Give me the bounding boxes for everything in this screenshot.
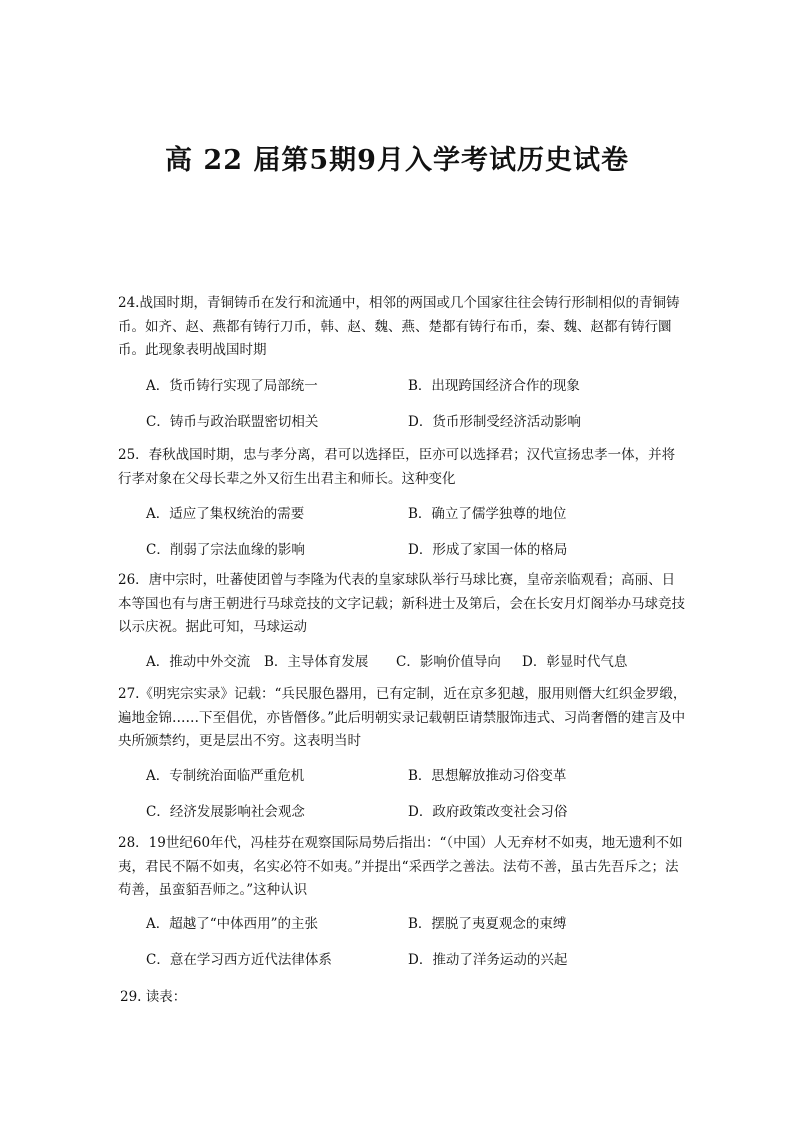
option-c: C．意在学习西方近代法律体系 (146, 952, 332, 968)
option-a: A．货币铸行实现了局部统一 (146, 378, 318, 394)
option-c: C．经济发展影响社会观念 (146, 804, 305, 820)
question-25 (118, 444, 688, 491)
option-c: C．削弱了宗法血缘的影响 (146, 542, 305, 558)
question-stem: 28．19世纪60年代，冯桂芬在观察国际局势后指出：“（中国）人无弃材不如夷，地无遗利不如夷，君民不隔不如夷，名实必符不如夷。”并提出“采西学之善法。法苟不善，虽古先吾斥之；法苟善，虽蛮貊吾师之。”这种认识 (118, 835, 683, 898)
option-a: A．适应了集权统治的需要 (146, 506, 305, 522)
option-d: D．货币形制受经济活动影响 (408, 414, 581, 430)
question-27 (118, 683, 688, 754)
page-title: 高 22 届第5期9月入学考试历史试卷 (165, 145, 629, 176)
option-d: D．推动了洋务运动的兴起 (408, 952, 568, 968)
question-26-options (146, 650, 627, 670)
option-d: D．形成了家国一体的格局 (408, 542, 568, 558)
option-b: B．摆脱了夷夏观念的束缚 (408, 916, 567, 932)
question-stem: 25．春秋战国时期，忠与孝分离，君可以选择臣，臣亦可以选择君；汉代宣扬忠孝一体，并将行孝对象在父母长辈之外又衍生出君主和师长。这种变化 (118, 447, 676, 487)
option-c: C．影响价值导向 (396, 654, 501, 670)
option-c: C．铸币与政治联盟密切相关 (146, 414, 319, 430)
question-stem: 26．唐中宗时，吐蕃使团曾与李隆为代表的皇家球队举行马球比赛，皇帝亲临观看；高丽、日本等国也有与唐王朝进行马球竞技的文字记载；新科进士及第后，会在长安月灯阁举办马球竞技以示庆祝。据此可知，马球运动 (118, 572, 685, 635)
option-b: B．思想解放推动习俗变革 (408, 768, 567, 784)
option-d: D．彰显时代气息 (522, 654, 628, 670)
question-28 (118, 832, 688, 903)
question-26 (118, 569, 688, 640)
option-b: B．确立了儒学独尊的地位 (408, 506, 567, 522)
question-29-label: 29. 读表： (120, 989, 187, 1005)
option-b: B．主导体育发展 (264, 654, 369, 670)
question-stem: 24.战国时期，青铜铸币在发行和流通中，相邻的两国或几个国家往往会铸行形制相似的青铜铸币。如齐、赵、燕都有铸行刀币，韩、赵、魏、燕、楚都有铸行布币，秦、魏、赵都有铸行圜币。此现象表明战国时期 (118, 295, 680, 358)
option-d: D．政府政策改变社会习俗 (408, 804, 568, 820)
question-stem: 27.《明宪宗实录》记载：“兵民服色器用，已有定制，近在京多犯越，服用则僭大红织金罗缎，遍地金锦……下至倡优，亦皆僭侈。”此后明朝实录记载朝臣请禁服饰违式、习尚奢僭的建言及中央所颁禁约，更是层出不穷。这表明当时 (118, 686, 687, 749)
option-a: A．推动中外交流 (146, 654, 251, 670)
option-a: A．超越了“中体西用”的主张 (146, 916, 319, 932)
option-b: B．出现跨国经济合作的现象 (408, 378, 580, 394)
question-24 (118, 292, 688, 363)
option-a: A．专制统治面临严重危机 (146, 768, 305, 784)
